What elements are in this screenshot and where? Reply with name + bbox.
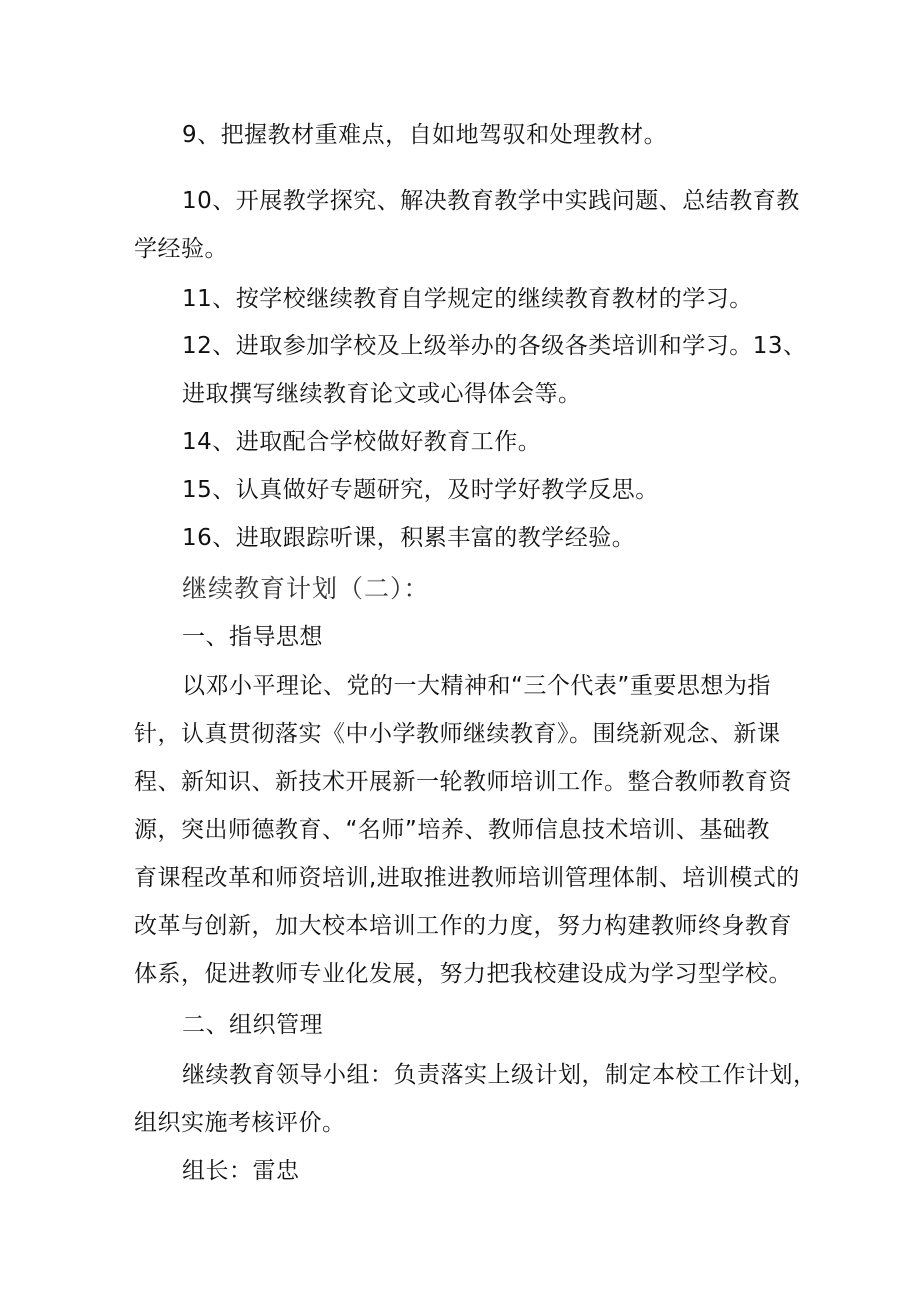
list-item-11: 11、按学校继续教育自学规定的继续教育教材的学习。	[182, 286, 753, 312]
list-item-16: 16、进取跟踪听课，积累丰富的教学经验。	[182, 525, 636, 551]
paragraph-line: 改革与创新，加大校本培训工作的力度，努力构建教师终身教育	[134, 913, 792, 939]
paragraph-line: 源，突出师德教育、“名师”培养、教师信息技术培训、基础教	[134, 817, 770, 843]
section-title-guiding-ideology: 一、指导思想	[182, 624, 323, 650]
plan-heading: 继续教育计划（二）：	[182, 574, 430, 603]
paragraph-line: 以邓小平理论、党的一大精神和“三个代表”重要思想为指	[182, 673, 771, 699]
list-item-10-line1: 10、开展教学探究、解决教育教学中实践问题、总结教育教	[182, 188, 800, 214]
list-item-10-line2: 学经验。	[134, 236, 228, 262]
list-item-12-13-line1: 12、进取参加学校及上级举办的各级各类培训和学习。13、	[182, 333, 807, 359]
leader-line: 组长：雷忠	[182, 1158, 300, 1184]
paragraph-line: 组织实施考核评价。	[134, 1110, 346, 1136]
section-title-organization: 二、组织管理	[182, 1012, 323, 1038]
paragraph-line: 体系，促进教师专业化发展，努力把我校建设成为学习型学校。	[134, 961, 792, 987]
list-item-14: 14、进取配合学校做好教育工作。	[182, 429, 542, 455]
paragraph-line: 继续教育领导小组：负责落实上级计划，制定本校工作计划，	[182, 1062, 817, 1088]
list-item-12-13-line2: 进取撰写继续教育论文或心得体会等。	[182, 381, 582, 407]
paragraph-line: 针，认真贯彻落实《中小学教师继续教育》。围绕新观念、新课	[134, 721, 781, 747]
list-item-9: 9、把握教材重难点，自如地驾驭和处理教材。	[182, 122, 668, 148]
list-item-15: 15、认真做好专题研究，及时学好教学反思。	[182, 477, 659, 503]
paragraph-line: 育课程改革和师资培训,进取推进教师培训管理体制、培训模式的	[134, 865, 800, 891]
paragraph-line: 程、新知识、新技术开展新一轮教师培训工作。整合教师教育资	[134, 769, 792, 795]
